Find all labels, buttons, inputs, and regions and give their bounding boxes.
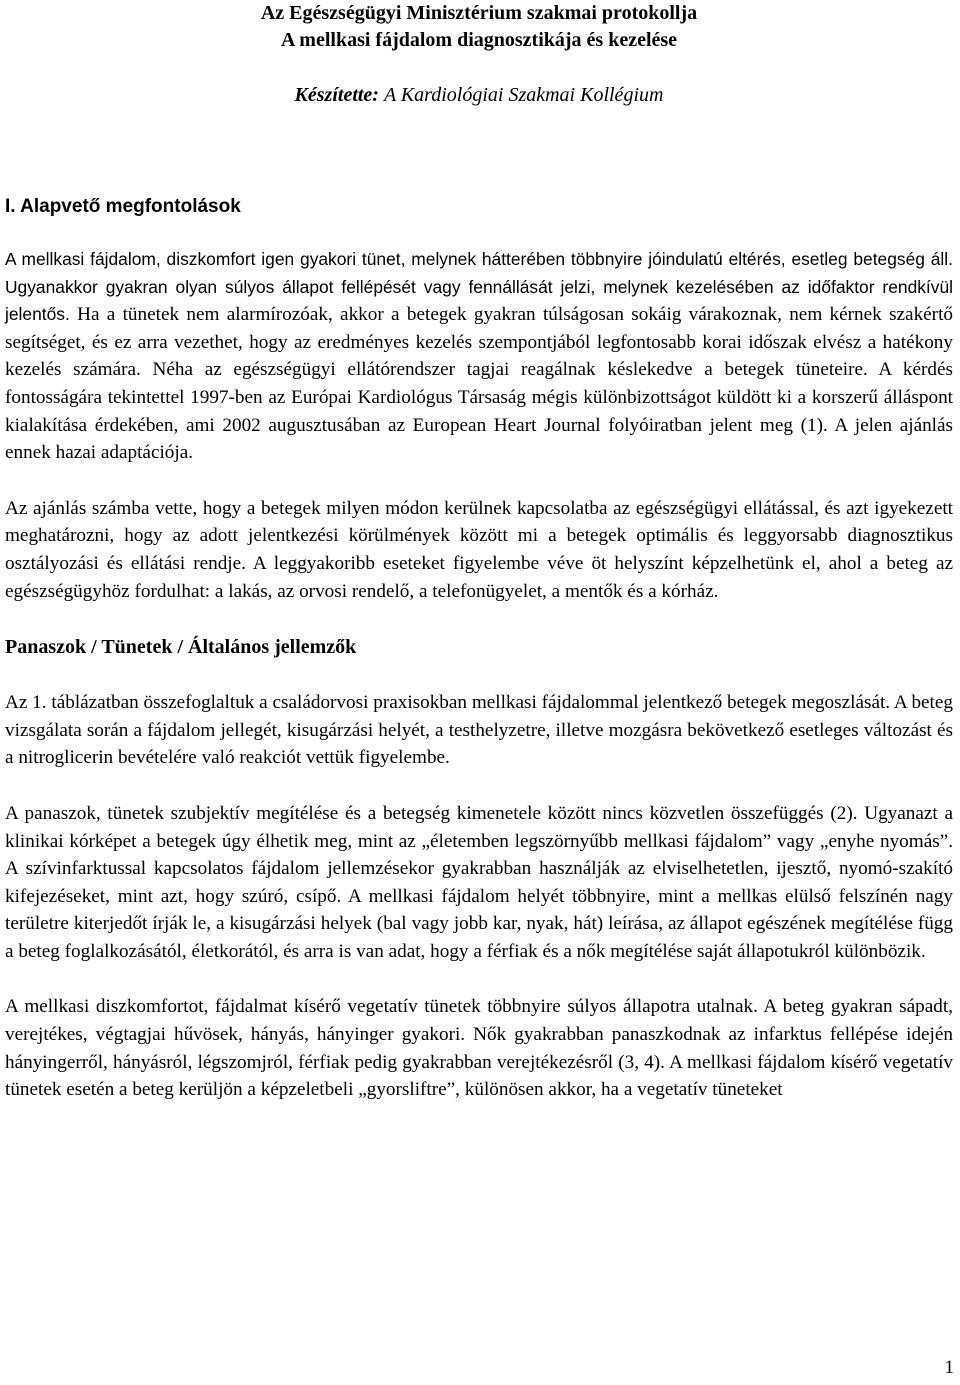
paragraph-5: A mellkasi diszkomfortot, fájdalmat kísérő vegetatív tünetek többnyire súlyos állapotra utalnak. A beteg gyakran sápadt, verejtékes, végtagjai hűvösek, hányás, hányinger gyakori. Nők gyakrabban panaszkodnak az infarktus fellépése idején hányingerről, hányásról, légszomjról, férfiak pedig gyakrabban verejtékezésről (3, 4). A mellkasi fájdalom kísérő vegetatív tünetek esetén a beteg kerüljön a képzeletbeli „gyorsliftre”, különösen akkor, ha a vegetatív tüneteket — [5, 996, 953, 1101]
paragraph-4: A panaszok, tünetek szubjektív megítélése és a betegség kimenetele között nincs közvetlen összefüggés (2). Ugyanazt a klinikai kórképet a betegek úgy élhetik meg, mint az „életemben legszörnyűbb mellkasi fájdalom” vagy „enyhe nyomás”. A szívinfarktussal kapcsolatos fájdalom jellemzésekor gyakrabban használják az elviselhetetlen, ijesztő, nyomó-szakító kifejezéseket, mint azt, hogy szúró, csípő. A mellkasi fájdalom helyét többnyire, mint a mellkas elülső felszínén nagy területre kiterjedőt írják le, a kisugárzási helyek (bal vagy jobb kar, nyak, hát) leírása, az állapot egészének megítélése függ a beteg foglalkozásától, életkorától, és arra is van adat, hogy a férfiak és a nők megítélése saját állapotukról különbözik. — [5, 802, 953, 962]
author-value: A Kardiológiai Szakmai Kollégium — [383, 84, 664, 106]
title-line-1: Az Egészségügyi Minisztérium szakmai protokollja — [260, 2, 698, 24]
page-number: 1 — [944, 1357, 954, 1378]
title-line-2: A mellkasi fájdalom diagnosztikája és kezelése — [280, 29, 678, 51]
paragraph-1 — [5, 246, 953, 467]
paragraph-2: Az ajánlás számba vette, hogy a betegek milyen módon kerülnek kapcsolatba az egészségügyi ellátással, és azt igyekezett meghatározni, hogy az adott jelentkezési körülmények között mi a betegek optimális és leggyorsabb diagnosztikus osztályozási és ellátási rendje. A leggyakoribb eseteket figyelembe véve öt helyszínt képzelhetünk el, ahol a beteg az egészségügyhöz fordulhat: a lakás, az orvosi rendelő, a telefonügyelet, a mentők és a kórház. — [5, 497, 953, 602]
document-title — [5, 0, 953, 54]
paragraph-3: Az 1. táblázatban összefoglaltuk a családorvosi praxisokban mellkasi fájdalommal jelentkező betegek megoszlását. A beteg vizsgálata során a fájdalom jellegét, kisugárzási helyét, a testhelyzetre, illetve mozgásra bekövetkező esetleges változást és a nitroglicerin bevételére való reakciót vettük figyelembe. — [5, 692, 953, 769]
paragraph-1-sans-part: A mellkasi fájdalom, diszkomfort igen gyakori tünet, melynek hátterében többnyire jóindulatú eltérés, esetleg betegség áll. Ugyanakkor gyakran olyan súlyos állapot fellépését vagy fennállását jelzi, melynek kezelésében az időfaktor rendkívül jelentős. — [5, 249, 953, 325]
author-line — [5, 82, 953, 109]
sub-heading: Panaszok / Tünetek / Általános jellemzők — [5, 636, 357, 659]
paragraph-1-serif-part: Ha a tünetek nem alarmírozóak, akkor a betegek gyakran túlságosan sokáig várakoznak, nem kérnek szakértő segítséget, és ez arra vezethet, hogy az eredményes kezelés szempontjából legfontosabb korai időszak elvész a hatékony kezelés számára. Néha az egészségügyi ellátórendszer tagjai reagálnak késlekedve a betegek tüneteire. A kérdés fontosságára tekintettel 1997-ben az Európai Kardiológus Társaság mégis különbizottságot küldött ki a korszerű álláspont kialakítása érdekében, ami 2002 augusztusában az European Heart Journal folyóiratban jelent meg (1). A jelen ajánlás ennek hazai adaptációja. — [5, 304, 953, 464]
section-heading: I. Alapvető megfontolások — [5, 196, 241, 217]
author-label: Készítette: — [294, 84, 379, 106]
